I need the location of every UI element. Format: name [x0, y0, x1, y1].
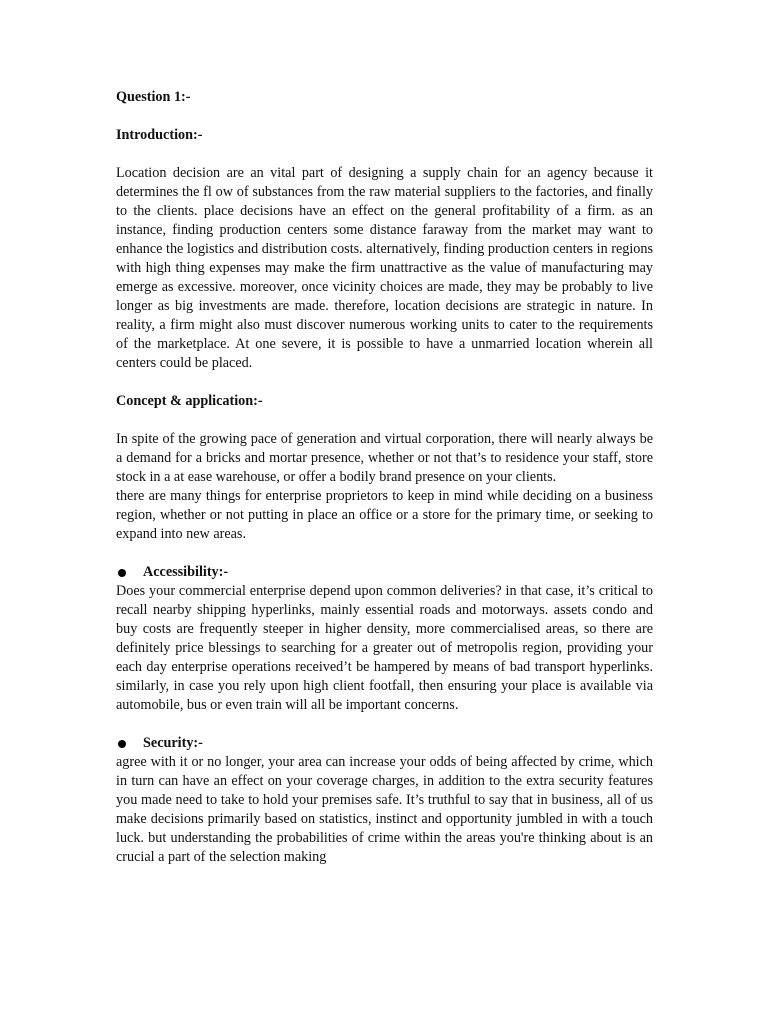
security-paragraph: agree with it or no longer, your area can increase your odds of being affected by crime, which in turn can have an effect on your coverage charges, in addition to the extra security features you made need to take to hold your premises safe. It’s truthful to say that in business, all of us make decisions primarily based on statistics, instinct and opportunity jumbled in with a touch luck. but understanding the probabilities of crime within the areas you're thinking about is an crucial a part of the selection making — [116, 754, 653, 865]
bullet-icon — [118, 569, 126, 577]
spacer — [116, 145, 653, 164]
spacer — [116, 107, 653, 126]
question-title: Question 1:- — [116, 89, 191, 105]
document-body — [116, 88, 653, 867]
accessibility-heading: Accessibility:- — [143, 564, 229, 580]
concept-paragraph-1: In spite of the growing pace of generation and virtual corporation, there will nearly always be a demand for a bricks and mortar presence, whether or not that’s to residence your staff, store stock in a at ease warehouse, or offer a bodily brand presence on your clients. — [116, 431, 653, 485]
introduction-heading: Introduction:- — [116, 127, 203, 143]
introduction-paragraph: Location decision are an vital part of designing a supply chain for an agency because it determines the fl ow of substances from the raw material suppliers to the factories, and finally to the clients. place decisions have an effect on the general profitability of a firm. as an instance, finding production centers some distance faraway from the market may want to enhance the logistics and distribution costs. alternatively, finding production centers in regions with high thing expenses may make the firm unattractive as the value of manufacturing may emerge as excessive. moreover, once vicinity choices are made, they may be probably to live longer as big investments are made. therefore, location decisions are strategic in nature. In reality, a firm might also must discover numerous working units to cater to the requirements of the marketplace. At one severe, it is possible to have a unmarried location wherein all centers could be placed. — [116, 165, 653, 371]
concept-heading: Concept & application:- — [116, 393, 263, 409]
security-bullet — [116, 734, 653, 753]
concept-paragraph-2: there are many things for enterprise proprietors to keep in mind while deciding on a business region, whether or not putting in place an office or a store for the primary time, or seeking to expand into new areas. — [116, 488, 653, 542]
accessibility-paragraph: Does your commercial enterprise depend upon common deliveries? in that case, it’s critical to recall nearby shipping hyperlinks, mainly essential roads and motorways. assets condo and buy costs are frequently steeper in higher density, more commercialised areas, so there are definitely price blessings to searching for a greater out of metropolis region, providing your each day enterprise operations received’t be hampered by means of bad transport hyperlinks. similarly, in case you rely upon high client footfall, then ensuring your place is available via automobile, bus or even train will all be important concerns. — [116, 583, 653, 713]
spacer — [116, 544, 653, 563]
security-heading: Security:- — [143, 735, 203, 751]
bullet-icon — [118, 740, 126, 748]
spacer — [116, 411, 653, 430]
spacer — [116, 715, 653, 734]
accessibility-bullet — [116, 563, 653, 582]
spacer — [116, 373, 653, 392]
